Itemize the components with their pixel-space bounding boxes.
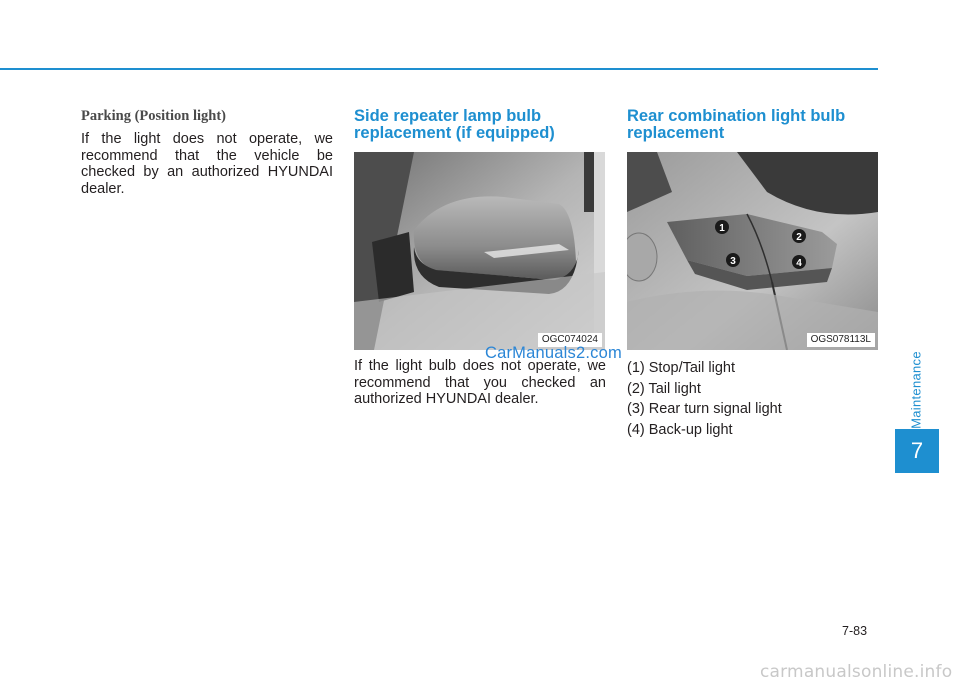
callout-3: 3: [730, 256, 736, 267]
image-code: OGC074024: [538, 333, 602, 347]
footer-watermark: carmanualsonline.info: [760, 662, 953, 682]
list-item: (4) Back-up light: [627, 421, 733, 438]
image-code: OGS078113L: [807, 333, 875, 347]
chapter-title: Maintenance: [908, 351, 924, 429]
list-item: (1) Stop/Tail light: [627, 360, 735, 376]
section-body: If the light does not operate, we recommend that the vehicle be checked by an authorized HYUNDAI dealer.: [81, 131, 333, 197]
section-heading: Parking (Position light): [81, 108, 227, 124]
section-heading: Rear combination light bulb replacement: [627, 107, 846, 142]
section-body: If the light bulb does not operate, we recommend that you checked an authorized HYUNDAI dealer.: [354, 358, 606, 407]
section-heading: Side repeater lamp bulb replacement (if equipped): [354, 107, 555, 142]
callout-2: 2: [796, 232, 802, 243]
list-item: (2) Tail light: [627, 380, 701, 397]
callout-1: 1: [719, 223, 725, 234]
rear-lights-photo: [627, 152, 878, 350]
parking-light-section: [81, 108, 333, 197]
rear-combination-section: [627, 108, 879, 440]
top-rule: [0, 68, 878, 70]
callout-4: 4: [796, 258, 802, 269]
page-number: 7-83: [842, 624, 868, 638]
bulb-list: [627, 358, 879, 440]
chapter-number: 7: [895, 429, 939, 473]
list-item: (3) Rear turn signal light: [627, 401, 782, 417]
watermark: CarManuals2.com: [485, 344, 622, 362]
side-mirror-photo: [354, 152, 605, 350]
